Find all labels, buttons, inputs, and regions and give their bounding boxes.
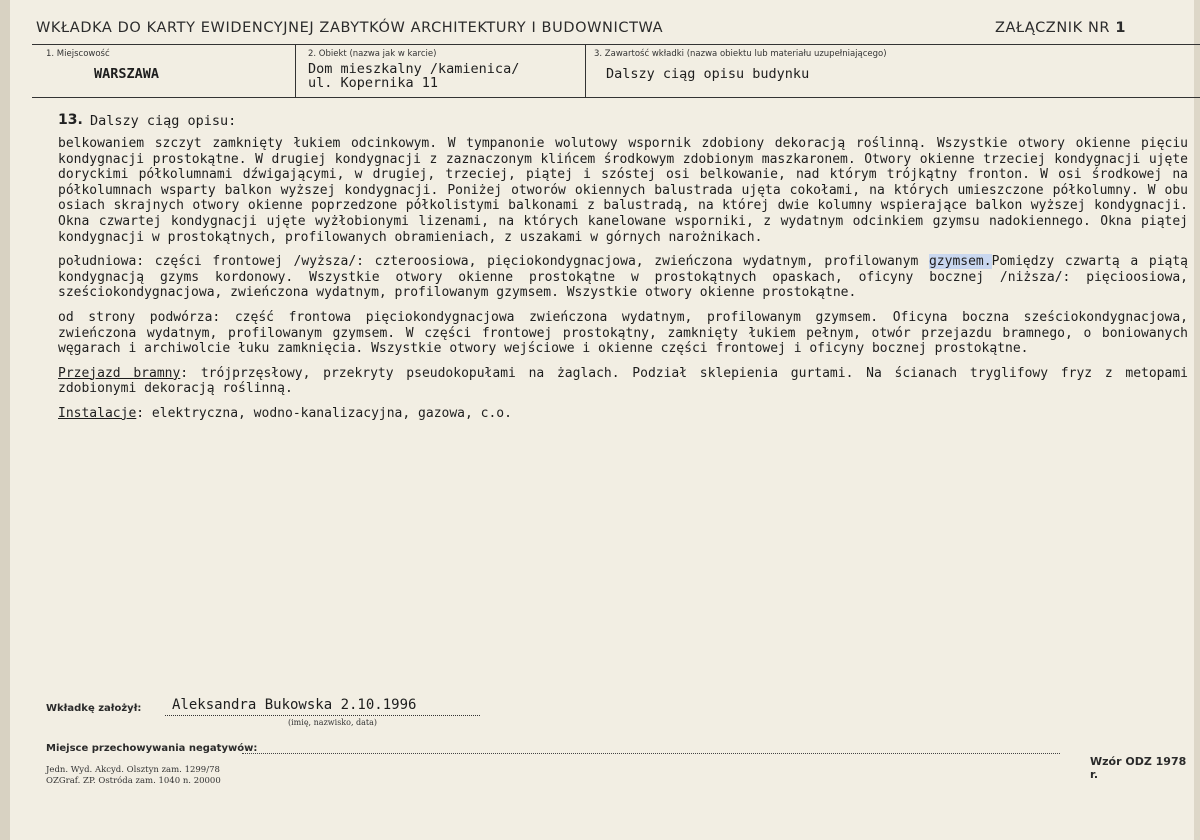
description-paragraph-courtyard: od strony podwórza: część frontowa pięciokondygnacjowa zwieńczona wydatnym, profilowanym gzymsem. Oficyna boczna sześciokondygnacjowa, zwieńczona wydatnym, profilowanym gzymsem. W części frontowej prostokątny, zamknięty łukiem pełnym, otwór przejazdu bramnego, o boniowanych węgarach i archiwolcie łuku zamknięcia. Wszystkie otwory wejściowe i okienne części frontowej i oficyny bocznej prostokątne. (58, 309, 1188, 357)
header-rule-bottom (32, 97, 1200, 98)
description-body (58, 136, 1188, 431)
field-divider-1 (295, 45, 296, 97)
object-value-line1: Dom mieszkalny /kamienica/ (308, 61, 520, 77)
locality-value: WARSZAWA (94, 66, 160, 82)
template-version: Wzór ODZ 1978 r. (1090, 755, 1187, 781)
south-text-b: Pomiędzy czwartą a piątą kondygnacją gzyms kordonowy. Wszystkie otwory okienne prostokątne w prostokątnych opaskach, oficyny bocznej /niższa/: pięcioosiowa, sześciokondygnacjowa, zwieńczona wydatnym, profilowanym gzymsem. Wszystkie otwory okienne prostokątne. (58, 254, 1188, 301)
content-label: 3. Zawartość wkładki (nazwa obiektu lub materiału uzupełniającego) (594, 49, 887, 59)
header-rule-top (32, 44, 1200, 45)
attachment-label: ZAŁĄCZNIK NR (995, 20, 1111, 36)
prepared-by-caption: (imię, nazwisko, data) (288, 718, 378, 727)
description-paragraph-gateway (58, 366, 1188, 397)
installations-text: : elektryczna, wodno-kanalizacyjna, gazowa, c.o. (136, 405, 512, 421)
content-value: Dalszy ciąg opisu budynku (606, 66, 810, 82)
description-paragraph-front: belkowaniem szczyt zamknięty łukiem odcinkowym. W tympanonie wolutowy wspornik zdobiony dekoracją roślinną. Wszystkie otwory okienne pięciu kondygnacji prostokątne. W drugiej kondygnacji z zaznaczonym klińcem środkowym zdobionym maszkaronem. Otwory okienne trzeciej kondygnacji ujęte doryckimi półkolumnami dźwigającymi, w drugiej, trzeciej, piątej i szóstej osi belkowanie, nad którym trójkątny fronton. W osi środkowej na półkolumnach wsparty balkon wyższej kondygnacji. Poniżej otworów okiennych balustrada ujęta cokołami, na których umieszczone półkolumny. W obu osiach skrajnych otwory okienne poprzedzone półkolistymi balkonami z balustradą, na której dwie kolumny wspierające balkon wyższej kondygnacji. Okna czwartej kondygnacji ujęte wyżłobionymi lizenami, na których kanelowane wsporniki, z wydatnym odcinkiem gzymsu nadokiennego. Okna piątej kondygnacji w prostokątnych, profilowanych obramieniach, z uszakami w górnych narożnikach. (58, 136, 1188, 245)
installations-label: Instalacje (58, 405, 137, 421)
negatives-label: Miejsce przechowywania negatywów: (46, 743, 258, 754)
description-paragraph-installations (58, 406, 1188, 422)
gateway-text: : trójprzęsłowy, przekryty pseudokopułami na żaglach. Podział sklepienia gurtami. Na ścianach tryglifowy fryz z metopami zdobionymi dekoracją roślinną. (58, 365, 1188, 397)
prepared-by-line (165, 715, 480, 716)
attachment-number (995, 20, 1126, 36)
print-info-line2: OZGraf. ZP. Ostróda zam. 1040 n. 20000 (46, 776, 221, 786)
section-number: 13. (58, 112, 83, 128)
negatives-line (242, 753, 1060, 754)
form-title: WKŁADKA DO KARTY EWIDENCYJNEJ ZABYTKÓW ARCHITEKTURY I BUDOWNICTWA (36, 20, 664, 36)
section-title: Dalszy ciąg opisu: (90, 113, 237, 129)
south-text-highlight: gzymsem. (928, 254, 992, 270)
prepared-by-label: Wkładkę założył: (46, 703, 142, 714)
object-value-line2: ul. Kopernika 11 (308, 75, 439, 91)
gateway-label: Przejazd bramny (58, 365, 181, 381)
locality-label: 1. Miejscowość (46, 49, 110, 59)
object-label: 2. Obiekt (nazwa jak w karcie) (308, 49, 437, 59)
field-divider-2 (585, 45, 586, 97)
attachment-no: 1 (1115, 20, 1127, 36)
south-text-a: południowa: części frontowej /wyższa/: czteroosiowa, pięciokondygnacjowa, zwieńczona wydatnym, profilowanym (58, 254, 929, 270)
description-paragraph-south (58, 254, 1188, 301)
print-info-line1: Jedn. Wyd. Akcyd. Olsztyn zam. 1299/78 (46, 765, 220, 775)
prepared-by-value: Aleksandra Bukowska 2.10.1996 (172, 697, 417, 713)
